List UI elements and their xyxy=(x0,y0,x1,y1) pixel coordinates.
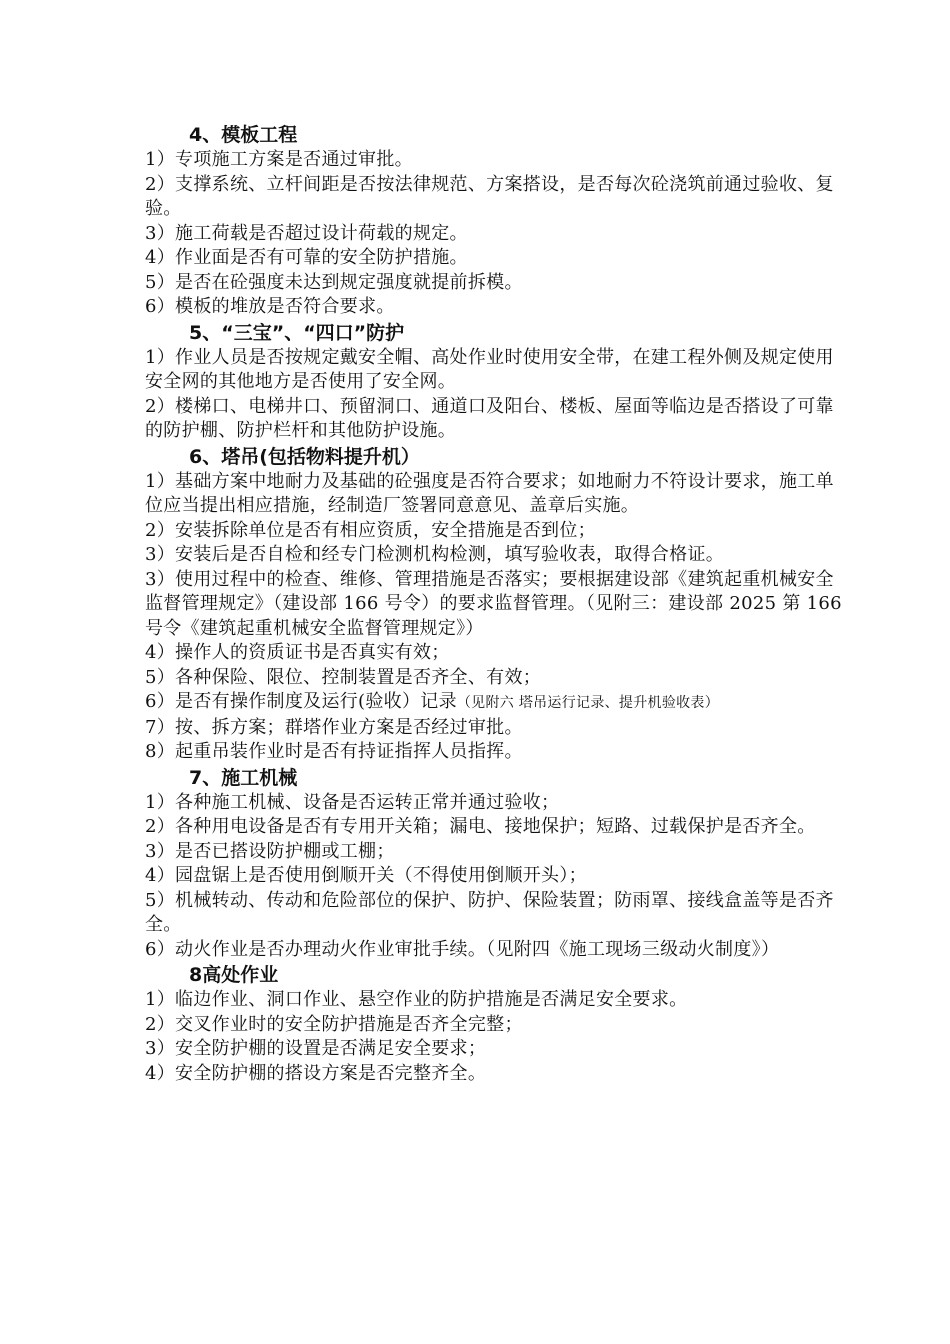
document-page xyxy=(145,122,845,1086)
section-machinery xyxy=(145,765,845,963)
section-tower-crane xyxy=(145,444,845,765)
list-item: 3）施工荷载是否超过设计荷载的规定。 xyxy=(145,222,468,244)
list-item: 2）各种用电设备是否有专用开关箱；漏电、接地保护；短路、过载保护是否齐全。 xyxy=(145,816,816,837)
list-item: 6）动火作业是否办理动火作业审批手续。（见附四《施工现场三级动火制度》） xyxy=(145,938,780,960)
list-item: 2）安装拆除单位是否有相应资质，安全措施是否到位； xyxy=(145,519,596,541)
section-heading: 7、施工机械 xyxy=(189,766,298,789)
section-heading: 5、“三宝”、“四口”防护 xyxy=(189,321,405,344)
list-item: 2）支撑系统、立杆间距是否按法律规范、方案搭设，是否每次砼浇筑前通过验收、复验。 xyxy=(145,173,834,219)
list-item: 1）专项施工方案是否通过审批。 xyxy=(145,149,413,170)
list-item: 3）是否已搭设防护棚或工棚； xyxy=(145,840,395,862)
list-item: 7）按、拆方案；群塔作业方案是否经过审批。 xyxy=(145,716,523,738)
section-heading: 4、模板工程 xyxy=(189,124,298,146)
list-item: 1）作业人员是否按规定戴安全帽、高处作业时使用安全带，在建工程外侧及规定使用安全网的其他地方是否使用了安全网。 xyxy=(145,346,834,392)
section-heading: 6、塔吊(包括物料提升机） xyxy=(189,445,420,468)
list-item: 2）楼梯口、电梯井口、预留洞口、通道口及阳台、楼板、屋面等临边是否搭设了可靠的防护棚、防护栏杆和其他防护设施。 xyxy=(145,395,834,441)
appendix-note: （见附六 塔吊运行记录、提升机验收表） xyxy=(456,695,720,711)
list-item: 5）机械转动、传动和危险部位的保护、防护、保险装置；防雨罩、接线盒盖等是否齐全。 xyxy=(145,889,834,935)
list-item: 4）操作人的资质证书是否真实有效； xyxy=(145,642,450,663)
list-item: 4）安全防护棚的搭设方案是否完整齐全。 xyxy=(145,1062,487,1084)
list-item: 3）安装后是否自检和经专门检测机构检测，填写验收表，取得合格证。 xyxy=(145,544,725,565)
list-item: 1）临边作业、洞口作业、悬空作业的防护措施是否满足安全要求。 xyxy=(145,989,688,1010)
list-item: 1）各种施工机械、设备是否运转正常并通过验收； xyxy=(145,791,560,813)
list-item: 4）作业面是否有可靠的安全防护措施。 xyxy=(145,247,468,268)
list-item: 4）园盘锯上是否使用倒顺开关（不得使用倒顺开头）； xyxy=(145,865,587,886)
list-item-text: 6）是否有操作制度及运行(验收）记录 xyxy=(145,691,457,712)
section-formwork xyxy=(145,122,845,320)
list-item: 2）交叉作业时的安全防护措施是否齐全完整； xyxy=(145,1013,523,1035)
list-item: 1）基础方案中地耐力及基础的砼强度是否符合要求；如地耐力不符设计要求，施工单位应当提出相应措施，经制造厂签署同意意见、盖章后实施。 xyxy=(145,470,834,516)
list-item: 3）安全防护棚的设置是否满足安全要求； xyxy=(145,1038,487,1059)
list-item: 5）是否在砼强度未达到规定强度就提前拆模。 xyxy=(145,271,523,293)
list-item: 6）模板的堆放是否符合要求。 xyxy=(145,296,395,317)
list-item xyxy=(145,690,845,716)
section-three-treasures xyxy=(145,320,845,444)
list-item: 5）各种保险、限位、控制装置是否齐全、有效； xyxy=(145,666,542,688)
list-item: 3）使用过程中的检查、维修、管理措施是否落实；要根据建设部《建筑起重机械安全监督管理规定》（建设部 166 号令）的要求监督管理。（见附三：建设部 2025 第 166 号令《建筑起重机械安全监督管理规定》） xyxy=(145,568,842,639)
section-work-at-height xyxy=(145,962,845,1086)
list-item: 8）起重吊装作业时是否有持证指挥人员指挥。 xyxy=(145,741,523,762)
section-heading: 8高处作业 xyxy=(189,964,279,986)
